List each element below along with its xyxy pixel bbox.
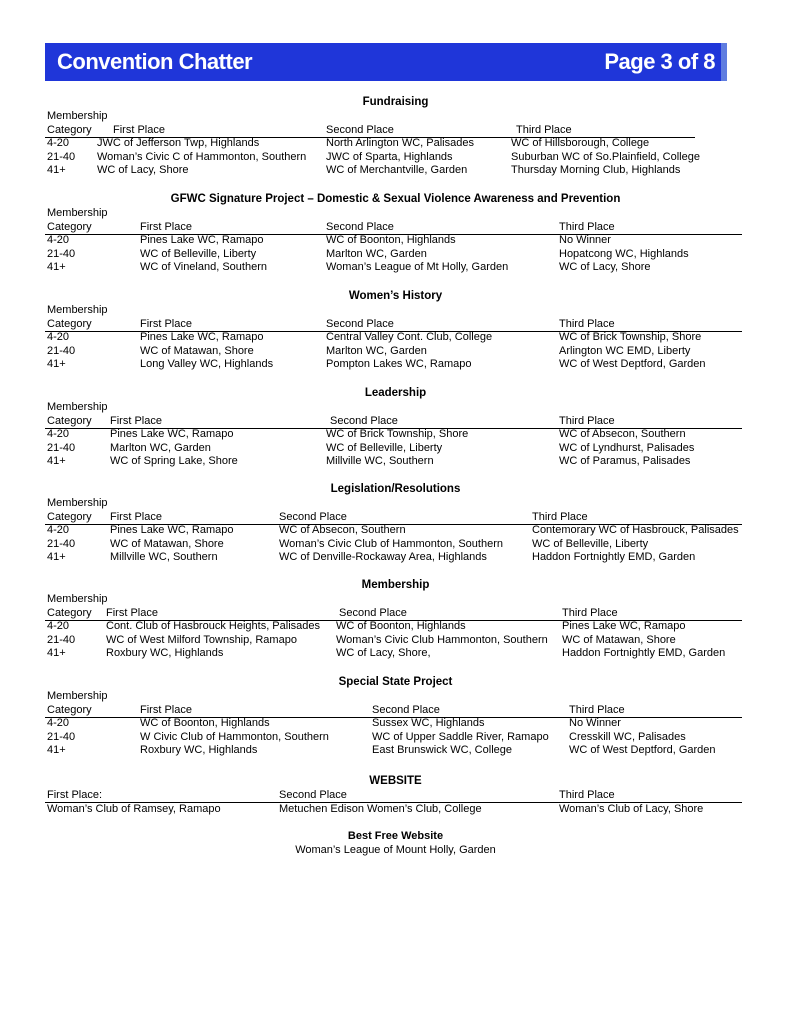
best-free-website-winner: Woman’s League of Mount Holly, Garden bbox=[295, 844, 496, 856]
membership-category: 4-20 bbox=[47, 620, 70, 632]
winner-cell: WC of Lacy, Shore, bbox=[336, 647, 431, 659]
membership-category: 41+ bbox=[47, 551, 66, 563]
winner-cell: Woman’s Civic C of Hammonton, Southern bbox=[97, 150, 307, 163]
column-header: First Place bbox=[110, 415, 162, 427]
winner-cell: Haddon Fortnightly EMD, Garden bbox=[562, 647, 726, 659]
membership-category: 4-20 bbox=[47, 137, 70, 149]
membership-category: 21-40 bbox=[47, 441, 76, 454]
winner-cell: Haddon Fortnightly EMD, Garden bbox=[532, 551, 696, 563]
page-number: Page 3 of 8 bbox=[604, 49, 715, 74]
winner-cell: WC of Belleville, Liberty bbox=[140, 247, 257, 260]
winner-cell: W Civic Club of Hammonton, Southern bbox=[140, 730, 329, 743]
winner-cell: Metuchen Edison Women’s Club, College bbox=[279, 803, 482, 815]
membership-label: Membership bbox=[47, 110, 108, 122]
winner-cell: Woman’s Club of Lacy, Shore bbox=[559, 803, 704, 815]
winner-cell: Pines Lake WC, Ramapo bbox=[110, 524, 234, 536]
column-header: Category bbox=[47, 511, 92, 523]
membership-label: Membership bbox=[47, 207, 108, 219]
winner-cell: WC of Upper Saddle River, Ramapo bbox=[372, 730, 549, 743]
winner-cell: WC of Spring Lake, Shore bbox=[110, 455, 238, 467]
column-header: Third Place bbox=[559, 221, 615, 233]
winner-cell: Pines Lake WC, Ramapo bbox=[140, 331, 264, 343]
membership-category: 4-20 bbox=[47, 234, 70, 246]
winner-cell: Hopatcong WC, Highlands bbox=[559, 247, 689, 260]
column-header: Third Place bbox=[559, 789, 615, 801]
winner-cell: Pompton Lakes WC, Ramapo bbox=[326, 358, 472, 370]
winner-cell: WC of West Milford Township, Ramapo bbox=[106, 633, 297, 646]
column-header: Third Place bbox=[516, 124, 572, 136]
column-header: Second Place bbox=[326, 318, 394, 330]
winner-cell: Marlton WC, Garden bbox=[326, 344, 427, 357]
column-header: Second Place bbox=[372, 704, 440, 716]
winner-cell: Suburban WC of So.Plainfield, College bbox=[511, 150, 700, 163]
column-header: Second Place bbox=[326, 124, 394, 136]
winner-cell: Woman’s League of Mt Holly, Garden bbox=[326, 261, 509, 273]
membership-category: 4-20 bbox=[47, 717, 70, 729]
winner-cell: WC of Matawan, Shore bbox=[110, 537, 224, 550]
column-header: Second Place bbox=[330, 415, 398, 427]
winner-cell: Millville WC, Southern bbox=[110, 551, 218, 563]
winner-cell: WC of Absecon, Southern bbox=[559, 428, 686, 440]
column-header: First Place: bbox=[47, 789, 103, 801]
winner-cell: Pines Lake WC, Ramapo bbox=[110, 428, 234, 440]
winner-cell: WC of Boonton, Highlands bbox=[326, 234, 456, 246]
membership-category: 21-40 bbox=[47, 150, 76, 163]
winner-cell: WC of Vineland, Southern bbox=[140, 261, 267, 273]
winner-cell: WC of Absecon, Southern bbox=[279, 524, 406, 536]
section-title: Leadership bbox=[364, 387, 427, 399]
column-header: Third Place bbox=[559, 415, 615, 427]
column-header: Category bbox=[47, 124, 92, 136]
column-header: Second Place bbox=[326, 221, 394, 233]
column-header: Second Place bbox=[279, 789, 347, 801]
column-header: First Place bbox=[140, 704, 192, 716]
column-header: First Place bbox=[140, 221, 192, 233]
best-free-website-label: Best Free Website bbox=[347, 830, 444, 842]
winner-cell: Sussex WC, Highlands bbox=[372, 717, 485, 729]
column-header: Category bbox=[47, 221, 92, 233]
column-header: First Place bbox=[113, 124, 165, 136]
winner-cell: WC of Lyndhurst, Palisades bbox=[559, 441, 695, 454]
winner-cell: WC of Brick Township, Shore bbox=[326, 428, 469, 440]
column-header: Third Place bbox=[569, 704, 625, 716]
membership-category: 41+ bbox=[47, 647, 66, 659]
membership-category: 21-40 bbox=[47, 537, 76, 550]
winner-cell: JWC of Sparta, Highlands bbox=[326, 150, 453, 163]
section-title: Women’s History bbox=[348, 290, 443, 302]
newsletter-title: Convention Chatter bbox=[57, 49, 253, 74]
winner-cell: WC of Lacy, Shore bbox=[559, 261, 651, 273]
winner-cell: Cresskill WC, Palisades bbox=[569, 730, 686, 743]
membership-label: Membership bbox=[47, 690, 108, 702]
winner-cell: WC of Matawan, Shore bbox=[140, 344, 254, 357]
membership-category: 4-20 bbox=[47, 331, 70, 343]
winner-cell: WC of Brick Township, Shore bbox=[559, 331, 702, 343]
column-header: Category bbox=[47, 318, 92, 330]
membership-label: Membership bbox=[47, 593, 108, 605]
section-title: Legislation/Resolutions bbox=[330, 483, 461, 495]
column-header: Third Place bbox=[532, 511, 588, 523]
winner-cell: WC of Denville-Rockaway Area, Highlands bbox=[279, 551, 487, 563]
membership-category: 21-40 bbox=[47, 730, 76, 743]
column-header: Category bbox=[47, 415, 92, 427]
section-title: WEBSITE bbox=[369, 775, 422, 787]
winner-cell: Woman’s Civic Club of Hammonton, Southern bbox=[279, 537, 503, 550]
membership-category: 41+ bbox=[47, 744, 66, 756]
winner-cell: Woman’s Civic Club Hammonton, Southern bbox=[336, 633, 548, 646]
winner-cell: WC of Belleville, Liberty bbox=[532, 537, 649, 550]
column-header: First Place bbox=[110, 511, 162, 523]
winner-cell: WC of Hillsborough, College bbox=[511, 137, 650, 149]
winner-cell: Marlton WC, Garden bbox=[110, 441, 211, 454]
winner-cell: Pines Lake WC, Ramapo bbox=[140, 234, 264, 246]
membership-category: 41+ bbox=[47, 358, 66, 370]
winner-cell: Contemorary WC of Hasbrouck, Palisades bbox=[532, 524, 739, 536]
winner-cell: WC of Boonton, Highlands bbox=[336, 620, 466, 632]
winner-cell: Millville WC, Southern bbox=[326, 455, 434, 467]
column-header: Third Place bbox=[559, 318, 615, 330]
column-header: First Place bbox=[106, 607, 158, 619]
membership-label: Membership bbox=[47, 304, 108, 316]
winner-cell: Arlington WC EMD, Liberty bbox=[559, 344, 691, 357]
winner-cell: WC of West Deptford, Garden bbox=[559, 358, 706, 370]
column-header: Category bbox=[47, 607, 92, 619]
winner-cell: JWC of Jefferson Twp, Highlands bbox=[97, 137, 260, 149]
winner-cell: WC of Paramus, Palisades bbox=[559, 455, 691, 467]
column-header: First Place bbox=[140, 318, 192, 330]
winner-cell: Roxbury WC, Highlands bbox=[140, 744, 258, 756]
column-header: Second Place bbox=[279, 511, 347, 523]
winner-cell: Marlton WC, Garden bbox=[326, 247, 427, 260]
winner-cell: WC of Belleville, Liberty bbox=[326, 441, 443, 454]
winner-cell: Long Valley WC, Highlands bbox=[140, 358, 274, 370]
winner-cell: Woman’s Club of Ramsey, Ramapo bbox=[47, 803, 221, 815]
membership-category: 41+ bbox=[47, 261, 66, 273]
membership-category: 4-20 bbox=[47, 428, 70, 440]
winner-cell: WC of Merchantville, Garden bbox=[326, 164, 468, 176]
column-header: Third Place bbox=[562, 607, 618, 619]
membership-category: 41+ bbox=[47, 455, 66, 467]
section-title: Special State Project bbox=[338, 676, 453, 688]
winner-cell: Pines Lake WC, Ramapo bbox=[562, 620, 686, 632]
winner-cell: WC of Matawan, Shore bbox=[562, 633, 676, 646]
winner-cell: East Brunswick WC, College bbox=[372, 744, 512, 756]
winner-cell: No Winner bbox=[569, 717, 621, 729]
winner-cell: Roxbury WC, Highlands bbox=[106, 647, 224, 659]
winner-cell: North Arlington WC, Palisades bbox=[326, 137, 474, 149]
winner-cell: WC of Lacy, Shore bbox=[97, 164, 189, 176]
membership-label: Membership bbox=[47, 497, 108, 509]
winner-cell: Cont. Club of Hasbrouck Heights, Palisades bbox=[106, 620, 320, 632]
membership-category: 4-20 bbox=[47, 524, 70, 536]
section-title: Membership bbox=[361, 579, 430, 591]
column-header: Second Place bbox=[339, 607, 407, 619]
winner-cell: No Winner bbox=[559, 234, 611, 246]
membership-label: Membership bbox=[47, 401, 108, 413]
section-title: Fundraising bbox=[362, 96, 429, 108]
membership-category: 41+ bbox=[47, 164, 66, 176]
column-header: Category bbox=[47, 704, 92, 716]
winner-cell: Central Valley Cont. Club, College bbox=[326, 331, 493, 343]
membership-category: 21-40 bbox=[47, 344, 76, 357]
membership-category: 21-40 bbox=[47, 247, 76, 260]
section-title: GFWC Signature Project – Domestic & Sexual Violence Awareness and Prevention bbox=[170, 193, 621, 205]
winner-cell: WC of Boonton, Highlands bbox=[140, 717, 270, 729]
winner-cell: Thursday Morning Club, Highlands bbox=[511, 164, 681, 176]
winner-cell: WC of West Deptford, Garden bbox=[569, 744, 716, 756]
membership-category: 21-40 bbox=[47, 633, 76, 646]
